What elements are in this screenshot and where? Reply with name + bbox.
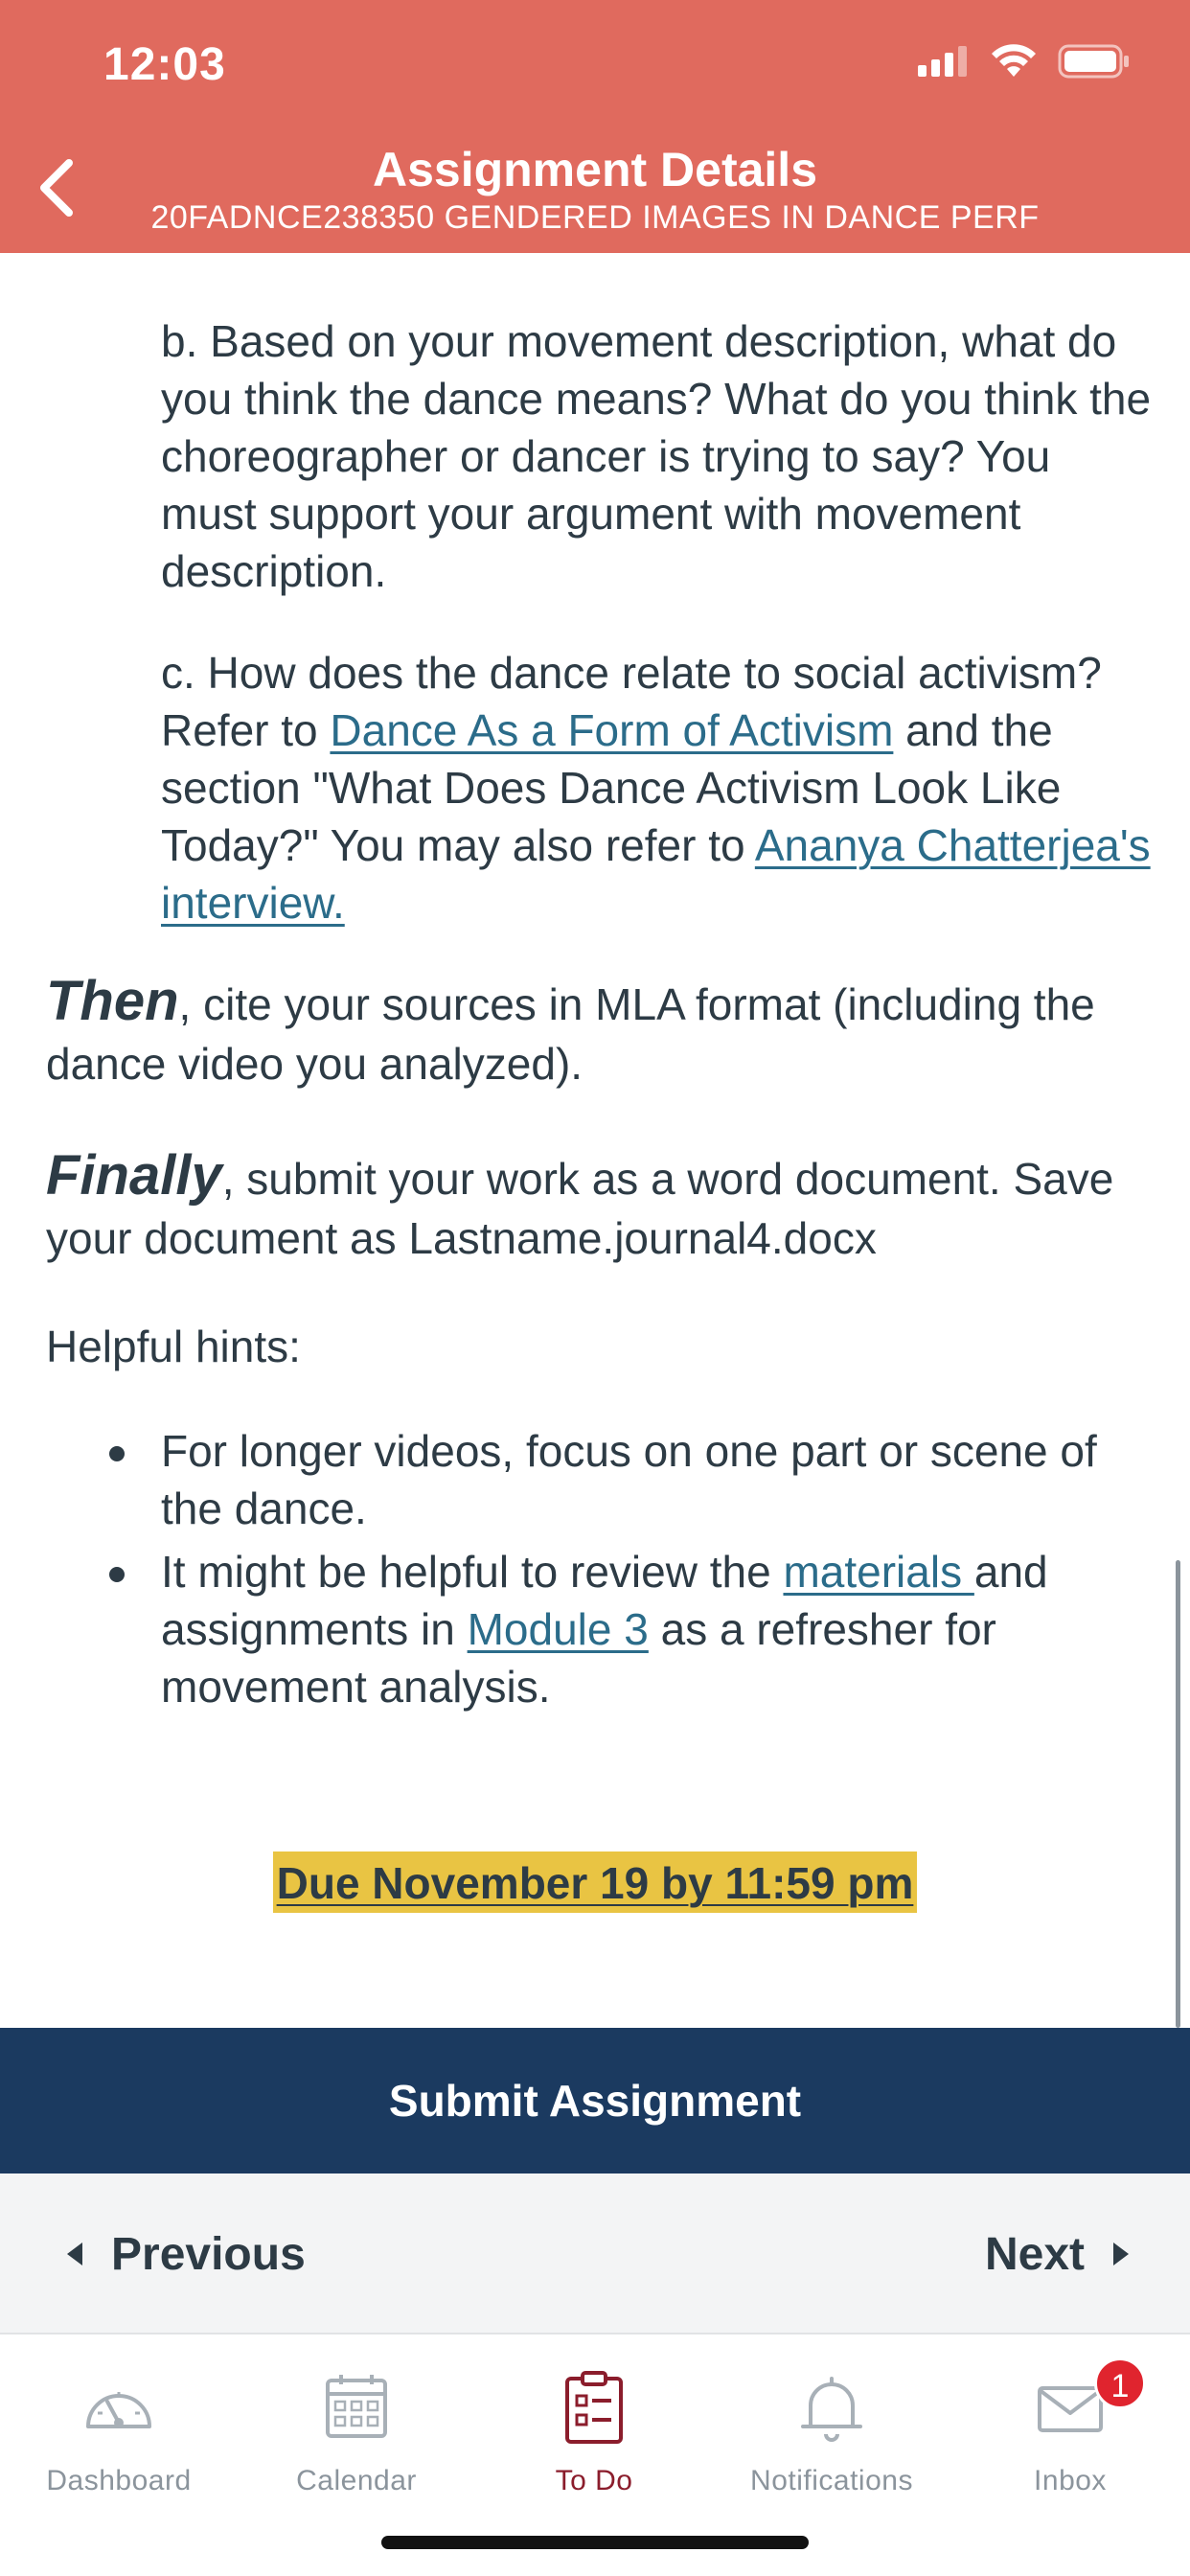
tab-label: Inbox (1034, 2465, 1107, 2496)
due-date-row (0, 1852, 1190, 1913)
tab-label: Dashboard (46, 2465, 192, 2496)
previous-label: Previous (111, 2228, 306, 2280)
wifi-icon (991, 44, 1037, 79)
app-header (0, 0, 1190, 253)
clipboard-checklist-icon (554, 2367, 634, 2448)
then-paragraph (46, 972, 1157, 1093)
scrollbar[interactable] (1176, 1560, 1180, 2028)
battery-icon (1058, 44, 1131, 79)
home-indicator[interactable] (381, 2536, 809, 2549)
pager-bar (0, 2174, 1190, 2334)
tab-to-do[interactable] (475, 2352, 713, 2515)
module-3-link[interactable]: Module 3 (467, 1604, 649, 1654)
next-button[interactable] (985, 2174, 1129, 2334)
page-title: Assignment Details (372, 143, 817, 196)
finally-lead-word: Finally (46, 1144, 222, 1207)
caret-left-icon (67, 2242, 82, 2266)
hint-2-text: It might be helpful to review the (161, 1547, 784, 1597)
tab-notifications[interactable] (713, 2352, 950, 2515)
item-b-text: b. Based on your movement description, what do you think the dance means? What do you think the choreographer or dancer is trying to say? You must support your argument with movement description. (161, 316, 1152, 596)
status-icons (918, 44, 1131, 79)
tab-label: Notifications (750, 2465, 913, 2496)
list-item (105, 1543, 1159, 1715)
tab-label: To Do (555, 2465, 633, 2496)
previous-button[interactable] (67, 2174, 306, 2334)
hints-heading: Helpful hints: (46, 1322, 301, 1371)
course-subtitle: 20FADNCE238350 GENDERED IMAGES IN DANCE PERF (150, 199, 1040, 236)
bell-icon (791, 2367, 872, 2448)
then-text: , cite your sources in MLA format (including the dance video you analyzed). (46, 979, 1095, 1089)
caret-right-icon (1113, 2242, 1129, 2266)
bullet-dot (109, 1446, 125, 1461)
materials-link[interactable]: materials (783, 1547, 974, 1597)
item-c-text-part: and the section "What Does Dance Activism Look Like Today?" You may also refer to (161, 705, 1062, 870)
assignment-body (0, 253, 1190, 2028)
then-lead-word: Then (46, 970, 179, 1032)
item-c-text-part: c. How does the dance relate to social activism? Refer to (161, 648, 1102, 755)
due-date-badge: Due November 19 by 11:59 pm (273, 1852, 918, 1913)
finally-text: , submit your work as a word document. Save your document as Lastname.journal4.docx (46, 1154, 1114, 1263)
chatterjea-interview-link[interactable]: Ananya Chatterjea's interview. (161, 820, 1151, 928)
finally-paragraph (46, 1146, 1157, 1268)
hints-list (105, 1422, 1159, 1721)
item-c-text (161, 644, 1157, 932)
cellular-signal-icon (918, 46, 970, 77)
dance-activism-link[interactable]: Dance As a Form of Activism (330, 705, 894, 755)
tab-label: Calendar (296, 2465, 417, 2496)
next-label: Next (984, 2228, 1085, 2280)
hint-2-text: and assignments in (161, 1547, 1048, 1654)
calendar-icon (316, 2367, 397, 2448)
dashboard-gauge-icon (79, 2367, 159, 2448)
list-item (105, 1422, 1159, 1537)
unread-count-badge: 1 (1094, 2358, 1146, 2409)
tab-dashboard[interactable] (0, 2352, 238, 2515)
bullet-dot (109, 1567, 125, 1582)
hint-2-text: as a refresher for movement analysis. (161, 1604, 996, 1712)
tab-inbox[interactable] (950, 2352, 1190, 2515)
submit-assignment-button[interactable]: Submit Assignment (0, 2028, 1190, 2174)
tab-calendar[interactable] (238, 2352, 475, 2515)
hint-1-text: For longer videos, focus on one part or scene of the dance. (161, 1426, 1097, 1533)
status-time: 12:03 (103, 39, 226, 90)
